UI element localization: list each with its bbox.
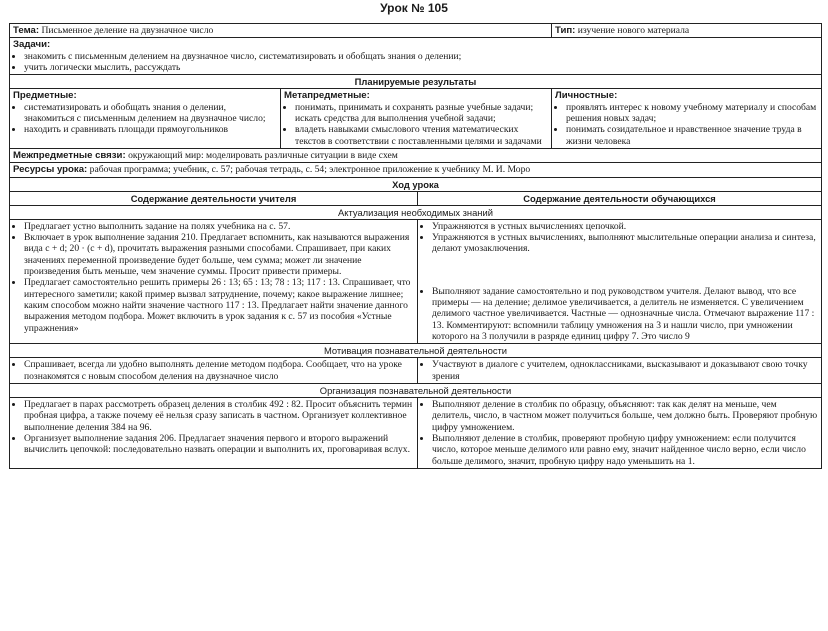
students-activity-cell	[418, 358, 822, 384]
lesson-flow-header-row	[10, 177, 822, 191]
teacher-activity-item: • Включает в урок выполнение задания 210. Предлагает вспомнить, как называются выражения вида с + d; 20 · (c + d), прочитать выражения разными способами. Спрашивает, при каких значениях переменной произведение будет больше, чем сумма; может ли значение произведения быть меньше, чем значение суммы. Просит привести примеры.	[24, 232, 414, 277]
stage-header-row	[10, 344, 822, 358]
personal-result-item: • понимать созидательное и нравственное значение труда в жизни человека	[566, 124, 818, 147]
stage-header-row	[10, 205, 822, 219]
task-item: • знакомить с письменным делением на двузначное число, систематизировать и обобщать знания о делении;	[24, 51, 818, 62]
interdisciplinary-cell	[10, 148, 822, 162]
students-activity-item: • Выполняют деление в столбик по образцу, объясняют: так как делят на меньше, чем делитель, число, в частном может получиться больше, чем должно быть. Проверяют пробную цифру умножением.	[432, 399, 818, 433]
task-item: • учить логически мыслить, рассуждать	[24, 62, 818, 73]
personal-results-label: Личностные:	[555, 90, 618, 102]
columns-header-row	[10, 191, 822, 205]
students-activity-item: • Упражняются в устных вычислениях, выполняют мыслительные операции анализа и синтеза, делают умозаключения.	[432, 232, 818, 255]
resources-value: рабочая программа; учебник, с. 57; рабочая тетрадь, с. 54; электронное приложение к учебнику М. И. Моро	[89, 164, 531, 176]
planned-results-title: Планируемые результаты	[10, 75, 822, 89]
lesson-type-cell	[552, 24, 822, 38]
meta-result-item: • понимать, принимать и сохранять разные учебные задачи; искать средства для выполнения учебной задачи;	[295, 102, 548, 125]
teacher-activity-item: • Спрашивает, всегда ли удобно выполнять деление методом подбора. Сообщает, что на уроке познакомятся с новым способом деления на двузначное число	[24, 359, 414, 382]
personal-result-item: • проявлять интерес к новому учебному материалу и способам решения новых задач;	[566, 102, 818, 125]
subject-results-cell	[10, 89, 281, 149]
interdisciplinary-label: Межпредметные связи:	[13, 149, 126, 161]
lesson-type-value: изучение нового материала	[577, 25, 690, 36]
meta-results-label: Метапредметные:	[284, 90, 370, 102]
tasks-cell	[10, 38, 822, 75]
lesson-type-label: Тип:	[555, 25, 576, 36]
students-activity-cell	[418, 219, 822, 344]
stage-header-row	[10, 384, 822, 398]
students-activity-item: • Упражняются в устных вычислениях цепочкой.	[432, 221, 818, 232]
interdisciplinary-value: окружающий мир: моделировать различные ситуации в виде схем	[128, 149, 398, 161]
topic-row	[10, 24, 822, 38]
topic-value: Письменное деление на двузначное число	[41, 25, 214, 36]
students-activity-cell	[418, 398, 822, 469]
subject-results-label: Предметные:	[13, 90, 77, 102]
lesson-flow-title: Ход урока	[10, 177, 822, 191]
stage-row	[10, 219, 822, 344]
resources-cell	[10, 163, 822, 177]
teacher-activity-cell	[10, 398, 418, 469]
tasks-list	[13, 51, 818, 74]
stage-row	[10, 398, 822, 469]
page-title: Урок № 105	[380, 1, 448, 15]
students-activity-item: • Выполняют задание самостоятельно и под руководством учителя. Делают вывод, что все примеры — на деление; делимое увеличивается, а делитель не изменяется. С увеличением делимого частное увеличивается. Частные — однозначные числа. Отмечают выражение 117 : 13. Комментируют: вспомнили таблицу умножения на 3 и нашли число, при умножении которого на 3 получили в разряде единиц цифру 7. Это число 9	[432, 286, 818, 343]
stage-title: Организация познавательной деятельности	[10, 384, 822, 398]
resources-label: Ресурсы урока:	[13, 164, 88, 176]
planned-results-row	[10, 89, 822, 149]
subject-result-item: • систематизировать и обобщать знания о делении, знакомиться с письменным делением на двузначное число;	[24, 102, 277, 125]
teacher-column-header: Содержание деятельности учителя	[10, 191, 418, 205]
personal-results-cell	[552, 89, 822, 149]
teacher-activity-item: • Предлагает устно выполнить задание на полях учебника на с. 57.	[24, 221, 414, 232]
stage-title: Актуализация необходимых знаний	[10, 205, 822, 219]
students-activity-item: • Участвуют в диалоге с учителем, одноклассниками, высказывают и доказывают свою точку зрения	[432, 359, 818, 382]
meta-results-cell	[281, 89, 552, 149]
planned-results-header-row	[10, 75, 822, 89]
spacer	[421, 255, 818, 286]
subject-result-item: • находить и сравнивать площади прямоугольников	[24, 124, 277, 135]
meta-result-item: • владеть навыками смыслового чтения математических текстов в соответствии с поставленными целями и задачами	[295, 124, 548, 147]
teacher-activity-item: • Предлагает самостоятельно решить примеры 26 : 13; 65 : 13; 78 : 13; 117 : 13. Спрашивает, что интересного заметили; какой пример вызвал затруднение, почему; какое выражение лишнее; каким способом можно найти значение частного 117 : 13. Предлагает найти значение данного выражения методом подбора. Может включить в урок задания к с. 57 из пособия «Устные упражнения»	[24, 277, 414, 334]
teacher-activity-cell	[10, 219, 418, 344]
stage-title: Мотивация познавательной деятельности	[10, 344, 822, 358]
interdisciplinary-row	[10, 148, 822, 162]
students-activity-item: • Выполняют деление в столбик, проверяют пробную цифру умножением: если получится число, которое меньше делимого или равно ему, значит найденное число верно, если число больше делимого, значит, пробную цифру надо уменьшить на 1.	[432, 433, 818, 467]
teacher-activity-item: • Предлагает в парах рассмотреть образец деления в столбик 492 : 82. Просит объяснить термин пробная цифра, а также почему её нельзя сразу записать в частном. Организует коллективное выполнение деления 384 на 96.	[24, 399, 414, 433]
topic-label: Тема:	[13, 25, 40, 36]
tasks-row	[10, 38, 822, 75]
teacher-activity-item: • Организует выполнение задания 206. Предлагает значения первого и второго выражений вычислить цепочкой: последовательно назвать операции и выполнить их, проговаривая вслух.	[24, 433, 414, 456]
topic-cell	[10, 24, 552, 38]
resources-row	[10, 163, 822, 177]
lesson-plan-table	[9, 23, 822, 469]
stage-row	[10, 358, 822, 384]
tasks-label: Задачи:	[13, 39, 51, 51]
teacher-activity-cell	[10, 358, 418, 384]
students-column-header: Содержание деятельности обучающихся	[418, 191, 822, 205]
